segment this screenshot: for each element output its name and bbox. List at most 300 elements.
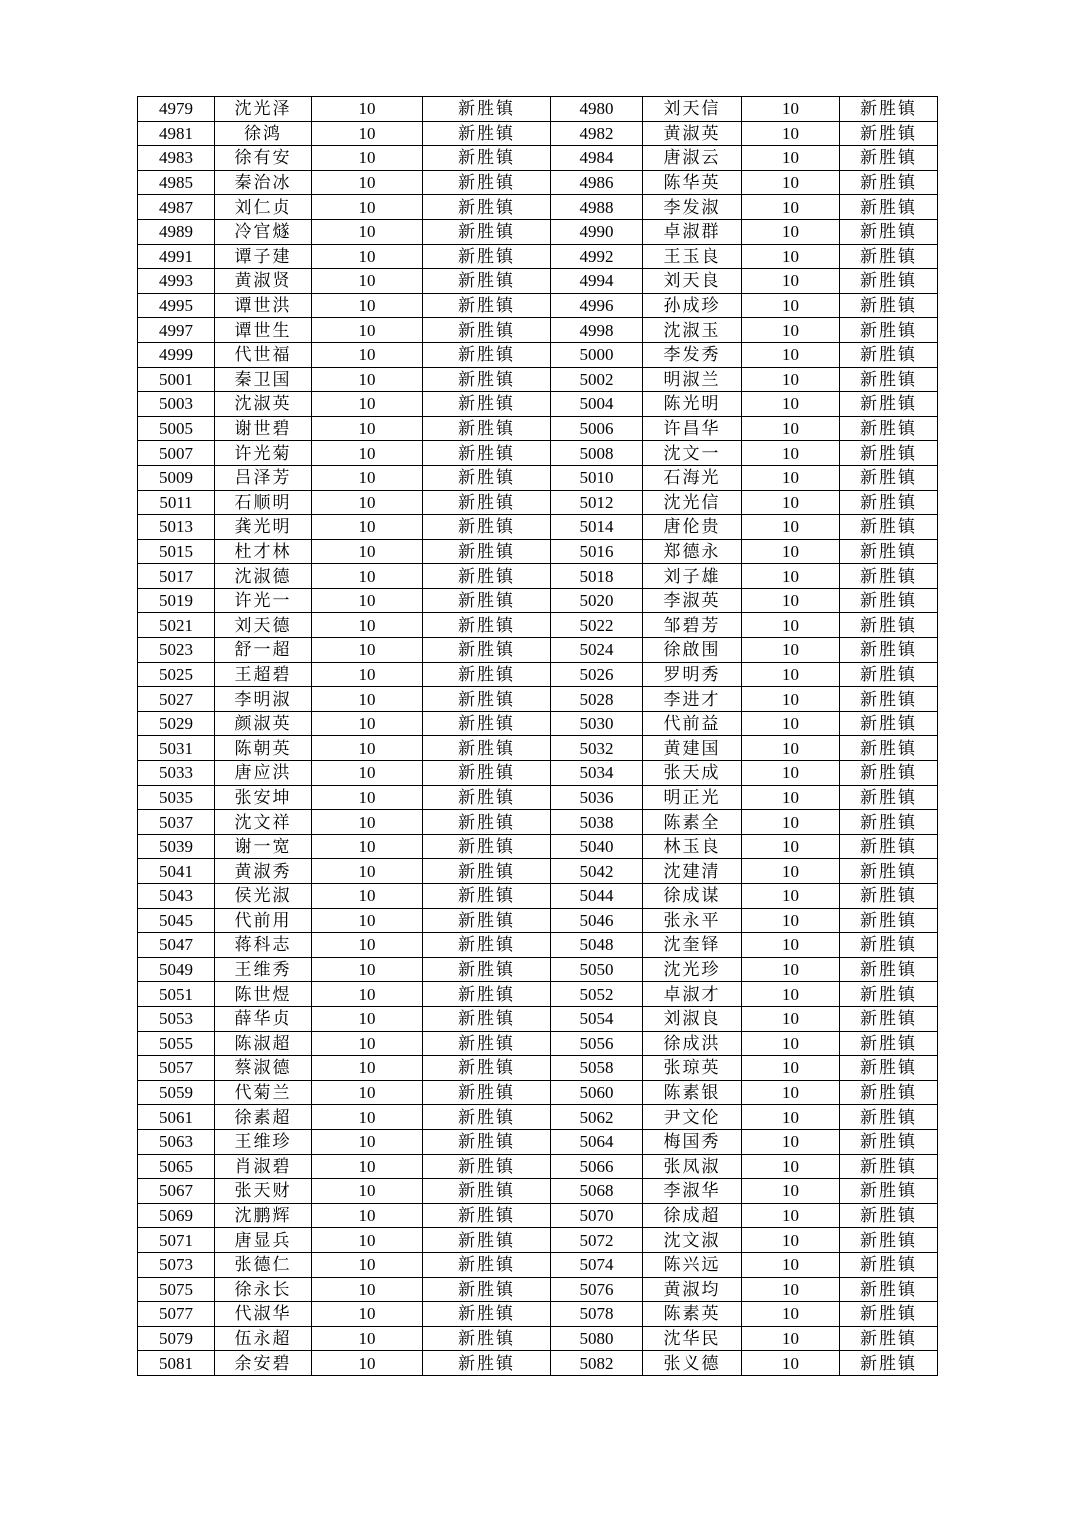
town-name-cell: 新胜镇: [423, 638, 551, 663]
person-name-cell: 秦卫国: [215, 367, 312, 392]
table-row: [138, 1179, 938, 1204]
town-name-cell: 新胜镇: [840, 736, 938, 761]
serial-number-cell: 5038: [551, 810, 643, 835]
table-row: [138, 1105, 938, 1130]
town-name-cell: 新胜镇: [840, 515, 938, 540]
person-name-cell: 徐素超: [215, 1105, 312, 1130]
serial-number-cell: 5075: [138, 1277, 215, 1302]
amount-cell: 10: [312, 736, 423, 761]
amount-cell: 10: [312, 490, 423, 515]
person-name-cell: 李进才: [643, 687, 742, 712]
town-name-cell: 新胜镇: [840, 588, 938, 613]
table-row: [138, 638, 938, 663]
amount-cell: 10: [312, 1006, 423, 1031]
serial-number-cell: 5066: [551, 1154, 643, 1179]
person-name-cell: 谭世洪: [215, 293, 312, 318]
serial-number-cell: 5072: [551, 1228, 643, 1253]
town-name-cell: 新胜镇: [840, 97, 938, 122]
person-name-cell: 徐有安: [215, 146, 312, 171]
person-name-cell: 刘天良: [643, 269, 742, 294]
table-row: [138, 1080, 938, 1105]
town-name-cell: 新胜镇: [840, 785, 938, 810]
table-row: [138, 318, 938, 343]
table-row: [138, 416, 938, 441]
serial-number-cell: 5009: [138, 465, 215, 490]
serial-number-cell: 5029: [138, 711, 215, 736]
town-name-cell: 新胜镇: [423, 1056, 551, 1081]
person-name-cell: 唐应洪: [215, 761, 312, 786]
table-row: [138, 908, 938, 933]
amount-cell: 10: [312, 342, 423, 367]
serial-number-cell: 5080: [551, 1326, 643, 1351]
amount-cell: 10: [742, 146, 840, 171]
amount-cell: 10: [742, 1105, 840, 1130]
person-name-cell: 沈华民: [643, 1326, 742, 1351]
serial-number-cell: 5000: [551, 342, 643, 367]
person-name-cell: 沈文祥: [215, 810, 312, 835]
serial-number-cell: 4986: [551, 170, 643, 195]
amount-cell: 10: [742, 785, 840, 810]
table-row: [138, 588, 938, 613]
town-name-cell: 新胜镇: [840, 884, 938, 909]
amount-cell: 10: [312, 859, 423, 884]
town-name-cell: 新胜镇: [423, 564, 551, 589]
table-row: [138, 1006, 938, 1031]
serial-number-cell: 5079: [138, 1326, 215, 1351]
town-name-cell: 新胜镇: [423, 539, 551, 564]
person-name-cell: 陈素英: [643, 1302, 742, 1327]
serial-number-cell: 5039: [138, 834, 215, 859]
amount-cell: 10: [742, 219, 840, 244]
serial-number-cell: 5049: [138, 957, 215, 982]
person-name-cell: 沈文一: [643, 441, 742, 466]
amount-cell: 10: [312, 982, 423, 1007]
person-name-cell: 沈淑玉: [643, 318, 742, 343]
serial-number-cell: 5001: [138, 367, 215, 392]
serial-number-cell: 4981: [138, 121, 215, 146]
serial-number-cell: 5044: [551, 884, 643, 909]
table-row: [138, 859, 938, 884]
person-name-cell: 王维秀: [215, 957, 312, 982]
amount-cell: 10: [742, 1252, 840, 1277]
town-name-cell: 新胜镇: [840, 465, 938, 490]
serial-number-cell: 5062: [551, 1105, 643, 1130]
amount-cell: 10: [312, 588, 423, 613]
amount-cell: 10: [312, 146, 423, 171]
person-name-cell: 伍永超: [215, 1326, 312, 1351]
serial-number-cell: 5045: [138, 908, 215, 933]
serial-number-cell: 5078: [551, 1302, 643, 1327]
amount-cell: 10: [312, 465, 423, 490]
town-name-cell: 新胜镇: [840, 908, 938, 933]
amount-cell: 10: [742, 711, 840, 736]
amount-cell: 10: [312, 711, 423, 736]
amount-cell: 10: [312, 293, 423, 318]
amount-cell: 10: [312, 957, 423, 982]
town-name-cell: 新胜镇: [840, 982, 938, 1007]
amount-cell: 10: [312, 121, 423, 146]
town-name-cell: 新胜镇: [423, 859, 551, 884]
person-name-cell: 徐成谋: [643, 884, 742, 909]
amount-cell: 10: [742, 1006, 840, 1031]
serial-number-cell: 5015: [138, 539, 215, 564]
amount-cell: 10: [742, 982, 840, 1007]
amount-cell: 10: [742, 1351, 840, 1376]
table-row: [138, 146, 938, 171]
serial-number-cell: 5067: [138, 1179, 215, 1204]
serial-number-cell: 5035: [138, 785, 215, 810]
amount-cell: 10: [742, 539, 840, 564]
town-name-cell: 新胜镇: [840, 441, 938, 466]
person-name-cell: 黄淑均: [643, 1277, 742, 1302]
person-name-cell: 唐淑云: [643, 146, 742, 171]
serial-number-cell: 5008: [551, 441, 643, 466]
person-name-cell: 杜才林: [215, 539, 312, 564]
town-name-cell: 新胜镇: [423, 785, 551, 810]
serial-number-cell: 5007: [138, 441, 215, 466]
town-name-cell: 新胜镇: [423, 1031, 551, 1056]
person-name-cell: 陈素银: [643, 1080, 742, 1105]
town-name-cell: 新胜镇: [840, 834, 938, 859]
person-name-cell: 尹文伦: [643, 1105, 742, 1130]
town-name-cell: 新胜镇: [423, 588, 551, 613]
town-name-cell: 新胜镇: [423, 416, 551, 441]
serial-number-cell: 5068: [551, 1179, 643, 1204]
amount-cell: 10: [742, 588, 840, 613]
amount-cell: 10: [742, 638, 840, 663]
person-name-cell: 代前益: [643, 711, 742, 736]
amount-cell: 10: [742, 761, 840, 786]
roster-table: [137, 96, 938, 1376]
serial-number-cell: 4996: [551, 293, 643, 318]
amount-cell: 10: [312, 1129, 423, 1154]
amount-cell: 10: [742, 859, 840, 884]
town-name-cell: 新胜镇: [423, 1203, 551, 1228]
town-name-cell: 新胜镇: [840, 613, 938, 638]
serial-number-cell: 5071: [138, 1228, 215, 1253]
serial-number-cell: 5010: [551, 465, 643, 490]
town-name-cell: 新胜镇: [423, 662, 551, 687]
town-name-cell: 新胜镇: [423, 982, 551, 1007]
town-name-cell: 新胜镇: [423, 515, 551, 540]
serial-number-cell: 5060: [551, 1080, 643, 1105]
amount-cell: 10: [742, 1326, 840, 1351]
town-name-cell: 新胜镇: [423, 244, 551, 269]
table-row: [138, 736, 938, 761]
table-row: [138, 244, 938, 269]
amount-cell: 10: [742, 195, 840, 220]
person-name-cell: 林玉良: [643, 834, 742, 859]
amount-cell: 10: [312, 1203, 423, 1228]
person-name-cell: 蒋科志: [215, 933, 312, 958]
person-name-cell: 谢世碧: [215, 416, 312, 441]
person-name-cell: 许光一: [215, 588, 312, 613]
person-name-cell: 张天财: [215, 1179, 312, 1204]
person-name-cell: 陈兴远: [643, 1252, 742, 1277]
person-name-cell: 颜淑英: [215, 711, 312, 736]
table-row: [138, 1228, 938, 1253]
town-name-cell: 新胜镇: [840, 1129, 938, 1154]
town-name-cell: 新胜镇: [423, 367, 551, 392]
table-row: [138, 662, 938, 687]
amount-cell: 10: [742, 392, 840, 417]
table-row: [138, 1129, 938, 1154]
table-row: [138, 1351, 938, 1376]
person-name-cell: 刘子雄: [643, 564, 742, 589]
person-name-cell: 许昌华: [643, 416, 742, 441]
serial-number-cell: 5059: [138, 1080, 215, 1105]
serial-number-cell: 5023: [138, 638, 215, 663]
serial-number-cell: 5054: [551, 1006, 643, 1031]
town-name-cell: 新胜镇: [840, 170, 938, 195]
person-name-cell: 李淑华: [643, 1179, 742, 1204]
serial-number-cell: 5019: [138, 588, 215, 613]
serial-number-cell: 5028: [551, 687, 643, 712]
person-name-cell: 陈光明: [643, 392, 742, 417]
town-name-cell: 新胜镇: [840, 392, 938, 417]
amount-cell: 10: [312, 1277, 423, 1302]
person-name-cell: 陈素全: [643, 810, 742, 835]
person-name-cell: 沈文淑: [643, 1228, 742, 1253]
town-name-cell: 新胜镇: [423, 1105, 551, 1130]
person-name-cell: 李发淑: [643, 195, 742, 220]
amount-cell: 10: [742, 342, 840, 367]
amount-cell: 10: [742, 367, 840, 392]
town-name-cell: 新胜镇: [423, 933, 551, 958]
town-name-cell: 新胜镇: [423, 1277, 551, 1302]
amount-cell: 10: [742, 933, 840, 958]
serial-number-cell: 4993: [138, 269, 215, 294]
serial-number-cell: 5064: [551, 1129, 643, 1154]
person-name-cell: 龚光明: [215, 515, 312, 540]
town-name-cell: 新胜镇: [423, 1129, 551, 1154]
town-name-cell: 新胜镇: [423, 957, 551, 982]
serial-number-cell: 4987: [138, 195, 215, 220]
town-name-cell: 新胜镇: [840, 146, 938, 171]
town-name-cell: 新胜镇: [840, 1056, 938, 1081]
serial-number-cell: 5025: [138, 662, 215, 687]
person-name-cell: 王玉良: [643, 244, 742, 269]
town-name-cell: 新胜镇: [423, 884, 551, 909]
amount-cell: 10: [742, 97, 840, 122]
table-row: [138, 367, 938, 392]
person-name-cell: 薛华贞: [215, 1006, 312, 1031]
town-name-cell: 新胜镇: [423, 613, 551, 638]
town-name-cell: 新胜镇: [840, 1006, 938, 1031]
town-name-cell: 新胜镇: [423, 1179, 551, 1204]
town-name-cell: 新胜镇: [423, 834, 551, 859]
person-name-cell: 张德仁: [215, 1252, 312, 1277]
serial-number-cell: 5017: [138, 564, 215, 589]
amount-cell: 10: [742, 1129, 840, 1154]
person-name-cell: 陈世煜: [215, 982, 312, 1007]
town-name-cell: 新胜镇: [840, 1031, 938, 1056]
amount-cell: 10: [312, 1080, 423, 1105]
town-name-cell: 新胜镇: [423, 97, 551, 122]
amount-cell: 10: [312, 1031, 423, 1056]
amount-cell: 10: [742, 269, 840, 294]
person-name-cell: 李明淑: [215, 687, 312, 712]
table-row: [138, 1252, 938, 1277]
amount-cell: 10: [312, 269, 423, 294]
town-name-cell: 新胜镇: [840, 1228, 938, 1253]
person-name-cell: 沈奎铎: [643, 933, 742, 958]
serial-number-cell: 5046: [551, 908, 643, 933]
amount-cell: 10: [742, 662, 840, 687]
person-name-cell: 孙成珍: [643, 293, 742, 318]
serial-number-cell: 5057: [138, 1056, 215, 1081]
town-name-cell: 新胜镇: [840, 1179, 938, 1204]
table-row: [138, 687, 938, 712]
person-name-cell: 舒一超: [215, 638, 312, 663]
person-name-cell: 王维珍: [215, 1129, 312, 1154]
serial-number-cell: 5004: [551, 392, 643, 417]
table-row: [138, 761, 938, 786]
town-name-cell: 新胜镇: [840, 367, 938, 392]
person-name-cell: 唐显兵: [215, 1228, 312, 1253]
town-name-cell: 新胜镇: [423, 810, 551, 835]
serial-number-cell: 5047: [138, 933, 215, 958]
serial-number-cell: 5073: [138, 1252, 215, 1277]
serial-number-cell: 5011: [138, 490, 215, 515]
person-name-cell: 代淑华: [215, 1302, 312, 1327]
amount-cell: 10: [312, 810, 423, 835]
person-name-cell: 黄淑秀: [215, 859, 312, 884]
amount-cell: 10: [312, 1105, 423, 1130]
serial-number-cell: 4999: [138, 342, 215, 367]
serial-number-cell: 5022: [551, 613, 643, 638]
person-name-cell: 侯光淑: [215, 884, 312, 909]
amount-cell: 10: [312, 564, 423, 589]
person-name-cell: 黄淑贤: [215, 269, 312, 294]
table-row: [138, 97, 938, 122]
person-name-cell: 梅国秀: [643, 1129, 742, 1154]
person-name-cell: 代世福: [215, 342, 312, 367]
amount-cell: 10: [312, 441, 423, 466]
serial-number-cell: 5058: [551, 1056, 643, 1081]
town-name-cell: 新胜镇: [840, 490, 938, 515]
roster-body: [138, 97, 938, 1376]
town-name-cell: 新胜镇: [840, 933, 938, 958]
town-name-cell: 新胜镇: [423, 318, 551, 343]
town-name-cell: 新胜镇: [840, 342, 938, 367]
amount-cell: 10: [742, 318, 840, 343]
amount-cell: 10: [742, 1277, 840, 1302]
town-name-cell: 新胜镇: [840, 711, 938, 736]
table-row: [138, 1277, 938, 1302]
serial-number-cell: 5026: [551, 662, 643, 687]
amount-cell: 10: [742, 1302, 840, 1327]
person-name-cell: 明正光: [643, 785, 742, 810]
amount-cell: 10: [312, 933, 423, 958]
town-name-cell: 新胜镇: [423, 736, 551, 761]
serial-number-cell: 5014: [551, 515, 643, 540]
serial-number-cell: 4992: [551, 244, 643, 269]
amount-cell: 10: [742, 416, 840, 441]
town-name-cell: 新胜镇: [423, 761, 551, 786]
town-name-cell: 新胜镇: [423, 908, 551, 933]
town-name-cell: 新胜镇: [840, 195, 938, 220]
table-row: [138, 1031, 938, 1056]
serial-number-cell: 5053: [138, 1006, 215, 1031]
table-row: [138, 711, 938, 736]
town-name-cell: 新胜镇: [840, 1252, 938, 1277]
serial-number-cell: 5065: [138, 1154, 215, 1179]
amount-cell: 10: [312, 687, 423, 712]
serial-number-cell: 4991: [138, 244, 215, 269]
person-name-cell: 吕泽芳: [215, 465, 312, 490]
person-name-cell: 沈光珍: [643, 957, 742, 982]
person-name-cell: 张凤淑: [643, 1154, 742, 1179]
serial-number-cell: 5002: [551, 367, 643, 392]
amount-cell: 10: [742, 244, 840, 269]
amount-cell: 10: [312, 367, 423, 392]
person-name-cell: 张永平: [643, 908, 742, 933]
town-name-cell: 新胜镇: [423, 687, 551, 712]
town-name-cell: 新胜镇: [423, 711, 551, 736]
person-name-cell: 张安坤: [215, 785, 312, 810]
person-name-cell: 邹碧芳: [643, 613, 742, 638]
amount-cell: 10: [742, 834, 840, 859]
table-row: [138, 195, 938, 220]
amount-cell: 10: [312, 1351, 423, 1376]
town-name-cell: 新胜镇: [840, 318, 938, 343]
table-row: [138, 564, 938, 589]
amount-cell: 10: [742, 613, 840, 638]
amount-cell: 10: [312, 761, 423, 786]
person-name-cell: 沈光信: [643, 490, 742, 515]
town-name-cell: 新胜镇: [840, 416, 938, 441]
town-name-cell: 新胜镇: [840, 121, 938, 146]
serial-number-cell: 4979: [138, 97, 215, 122]
serial-number-cell: 5061: [138, 1105, 215, 1130]
amount-cell: 10: [742, 810, 840, 835]
amount-cell: 10: [312, 1056, 423, 1081]
table-row: [138, 441, 938, 466]
amount-cell: 10: [742, 121, 840, 146]
amount-cell: 10: [742, 736, 840, 761]
table-row: [138, 1302, 938, 1327]
serial-number-cell: 4984: [551, 146, 643, 171]
serial-number-cell: 5081: [138, 1351, 215, 1376]
serial-number-cell: 5034: [551, 761, 643, 786]
amount-cell: 10: [312, 318, 423, 343]
person-name-cell: 石海光: [643, 465, 742, 490]
serial-number-cell: 5051: [138, 982, 215, 1007]
serial-number-cell: 4988: [551, 195, 643, 220]
table-row: [138, 1203, 938, 1228]
serial-number-cell: 5020: [551, 588, 643, 613]
person-name-cell: 石顺明: [215, 490, 312, 515]
person-name-cell: 刘淑良: [643, 1006, 742, 1031]
person-name-cell: 刘仁贞: [215, 195, 312, 220]
town-name-cell: 新胜镇: [840, 564, 938, 589]
town-name-cell: 新胜镇: [423, 146, 551, 171]
person-name-cell: 余安碧: [215, 1351, 312, 1376]
person-name-cell: 明淑兰: [643, 367, 742, 392]
town-name-cell: 新胜镇: [423, 1302, 551, 1327]
table-row: [138, 613, 938, 638]
table-row: [138, 269, 938, 294]
person-name-cell: 徐成超: [643, 1203, 742, 1228]
person-name-cell: 李发秀: [643, 342, 742, 367]
person-name-cell: 徐成洪: [643, 1031, 742, 1056]
person-name-cell: 卓淑才: [643, 982, 742, 1007]
serial-number-cell: 5027: [138, 687, 215, 712]
table-row: [138, 1326, 938, 1351]
table-row: [138, 392, 938, 417]
person-name-cell: 李淑英: [643, 588, 742, 613]
